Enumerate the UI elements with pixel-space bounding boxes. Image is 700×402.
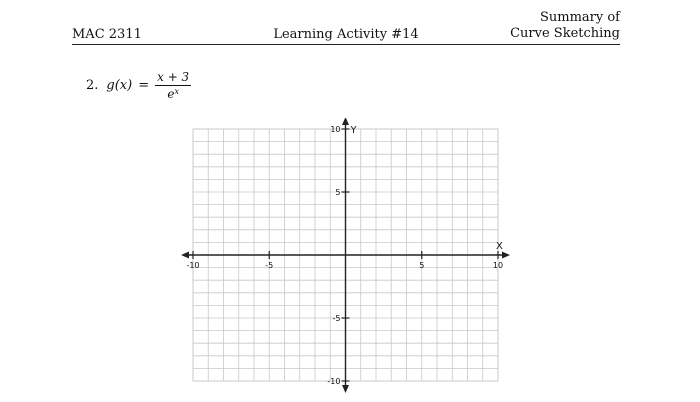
equals-sign: =: [138, 78, 150, 93]
topic-title: [510, 10, 620, 42]
x-axis-right-arrow: [502, 252, 510, 259]
x-axis-label: X: [496, 241, 503, 252]
problem-statement: [86, 70, 191, 101]
page-header: [72, 8, 620, 45]
x-tick-label: -10: [186, 261, 200, 270]
y-axis-up-arrow: [342, 118, 349, 125]
y-axis-label: Y: [350, 125, 357, 136]
axes: [181, 118, 510, 393]
y-tick-label: -10: [327, 377, 341, 386]
course-code: MAC 2311: [72, 27, 142, 42]
topic-line-2: Curve Sketching: [510, 26, 620, 41]
y-tick-label: 5: [335, 188, 341, 197]
x-tick-label: -5: [265, 261, 274, 270]
coordinate-grid: [178, 118, 518, 394]
x-tick-label: 10: [492, 261, 504, 270]
function-name: g(x): [106, 78, 133, 93]
fraction-denominator: [167, 86, 179, 101]
y-tick-label: -5: [332, 314, 341, 323]
y-axis-down-arrow: [342, 385, 349, 393]
x-tick-label: 5: [419, 261, 425, 270]
fraction-numerator: x + 3: [157, 70, 190, 84]
y-tick-label: 10: [330, 125, 341, 134]
denominator-exponent: x: [174, 87, 179, 96]
function-fraction: [155, 70, 191, 101]
activity-title: Learning Activity #14: [273, 27, 419, 42]
problem-number: 2.: [86, 78, 99, 93]
topic-line-1: Summary of: [539, 10, 620, 25]
denominator-base: e: [167, 87, 175, 101]
x-axis-left-arrow: [181, 252, 189, 259]
